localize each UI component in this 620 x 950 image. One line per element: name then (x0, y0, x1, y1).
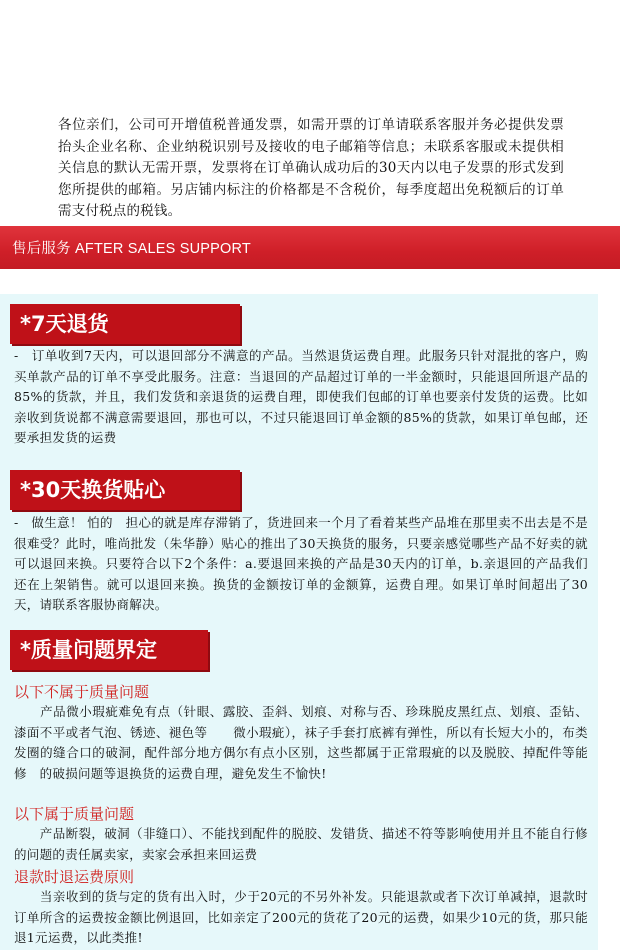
section-body-30day-exchange: - 做生意！ 怕的 担心的就是库存滞销了，货进回来一个月了看着某些产品堆在那里卖不出去是不是很难受？此时，唯尚批发（朱华静）贴心的推出了30天换货的服务，只要亲感觉哪些产品不好卖的就可以退回来换。只要符合以下2个条件：a.要退回来换的产品是30天内的订单，b.亲退回的产品我们还在上架销售。就可以退回来换。换货的金额按订单的金额算，运费自理。如果订单时间超出了30天，请联系客服协商解决。 (14, 515, 588, 612)
subheading-refund: 退款时退运费原则 (14, 868, 135, 886)
is-quality-body: 产品断裂，破洞（非缝口）、不能找到配件的脱胶、发错货、描述不符等影响使用并且不能自行修 的问题的责任属卖家，卖家会承担来回运费 (14, 826, 601, 862)
section-body-7day-return: - 订单收到7天内，可以退回部分不满意的产品。当然退货运费自理。此服务只针对混批的客户，购买单款产品的订单不享受此服务。注意：当退回的产品超过订单的一半金额时，只能退回所退产品的85%的货款，并且，我们发货和亲退货的运费自理，即使我们包邮的订单也要亲付发货的运费。比如亲收到货说都不满意需要退回，那也可以，不过只能退回订单金额的85%的货款，如果订单包邮，还要承担发货的运费 (14, 348, 588, 445)
section-title-7day-return: *7天退货 (10, 304, 240, 344)
policy-panel (0, 294, 601, 950)
section-title-30day-exchange: *30天换货贴心 (10, 470, 240, 510)
subheading-not-quality: 以下不属于质量问题 (14, 683, 150, 701)
refund-body: 当亲收到的货与定的货有出入时，少于20元的不另外补发。只能退款或者下次订单减掉，退款时订单所含的运费按金额比例退回，比如亲定了200元的货花了20元的运费，如果少10元的货，那只能退1元运费，以此类推! (14, 889, 588, 945)
invoice-notice: 各位亲们，公司可开增值税普通发票，如需开票的订单请联系客服并务必提供发票抬头企业名称、企业纳税识别号及接收的电子邮箱等信息；未联系客服或未提供相关信息的默认无需开票，发票将在订单确认成功后的30天内以电子发票的形式发到您所提供的邮箱。另店铺内标注的价格都是不含税价，每季度超出免税额后的订单需支付税点的税钱。 (58, 117, 564, 219)
after-sales-banner (0, 226, 620, 269)
subheading-is-quality: 以下属于质量问题 (14, 805, 135, 823)
banner-title: 售后服务 AFTER SALES SUPPORT (12, 241, 251, 257)
not-quality-body: 产品微小瑕疵难免有点（针眼、露胶、歪斜、划痕、对称与否、珍珠脱皮黑红点、划痕、歪钻、漆面不平或者气泡、锈迹、褪色等 微小瑕疵），袜子手套打底裤有弹性，所以有长短大小的，布类发圈的缝合口的破洞，配件部分地方偶尔有点小区别，这些都属于正常瑕疵的以及脱胶、掉配件等能修 的破损问题等退换货的运费自理，避免发生不愉快! (14, 704, 588, 781)
section-title-quality: *质量问题界定 (10, 630, 208, 670)
